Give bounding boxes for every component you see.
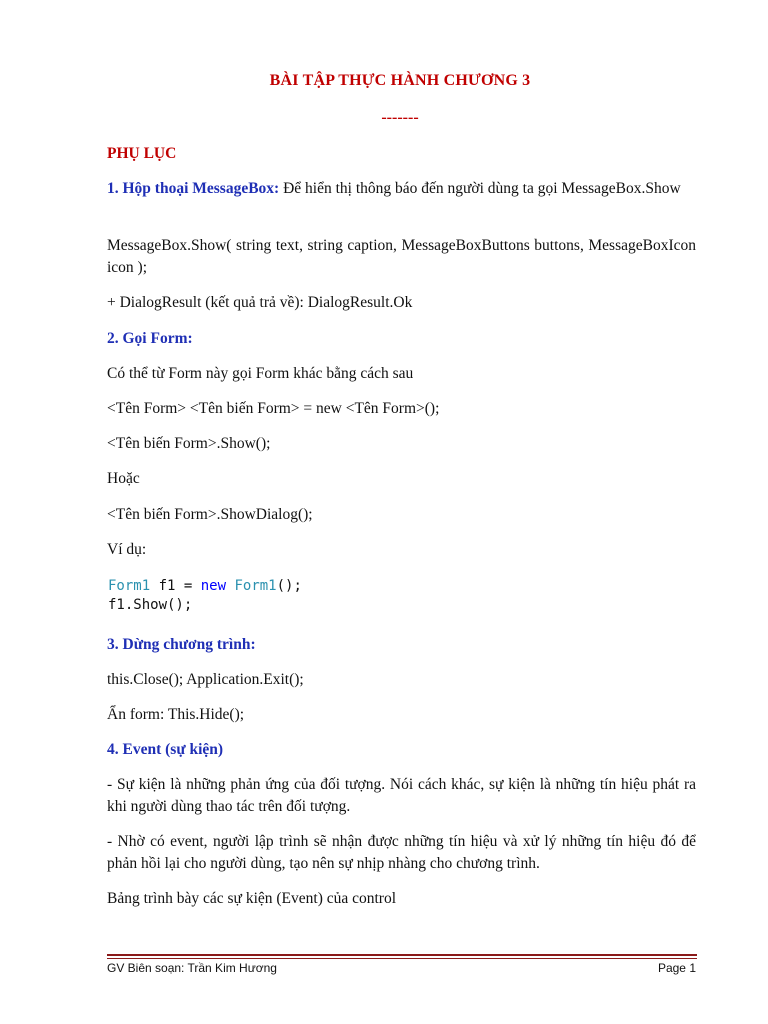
form-showdialog-line: <Tên biến Form>.ShowDialog(); [107,506,313,523]
document-title: BÀI TẬP THỰC HÀNH CHƯƠNG 3 [269,72,531,89]
code-line-1 [108,577,302,596]
code-type-form1: Form1 [108,578,151,594]
code-ctor-end: (); [276,578,302,594]
code-keyword-new: new [200,578,227,594]
section-2-intro: Có thể từ Form này gọi Form khác bằng cách sau [107,365,414,382]
close-exit-line: this.Close(); Application.Exit(); [107,671,304,688]
section-1-text: Để hiển thị thông báo đến người dùng ta gọi MessageBox.Show [279,180,681,197]
or-text: Hoặc [107,470,140,487]
form-declaration-line: <Tên Form> <Tên biến Form> = new <Tên Form>(); [107,400,440,417]
hide-form-line: Ẩn form: This.Hide(); [107,706,245,723]
section-4-heading: 4. Event (sự kiện) [107,741,224,758]
event-paragraph-2: - Nhờ có event, người lập trình sẽ nhận được những tín hiệu và xử lý những tín hiệu đó để phản hồi lại cho người dùng, tạo nên sự nhịp nhàng cho chương trình. [107,833,696,872]
section-1-heading: 1. Hộp thoại MessageBox: [107,180,280,197]
footer-page-number: Page 1 [657,961,696,975]
event-table-caption: Bảng trình bày các sự kiện (Event) của control [107,890,397,907]
section-1-paragraph [107,178,696,200]
title-separator: ------- [381,109,419,126]
section-2-heading: 2. Gọi Form: [107,330,193,347]
example-label: Ví dụ: [107,541,147,558]
code-line-2: f1.Show(); [108,597,193,613]
footer-author: GV Biên soạn: Trần Kim Hương [107,961,277,975]
form-show-line: <Tên biến Form>.Show(); [107,435,271,452]
messagebox-signature: MessageBox.Show( string text, string caption, MessageBoxButtons buttons, MessageBoxIcon icon ); [107,237,696,276]
code-type-form1-ctor: Form1 [234,578,277,594]
appendix-heading: PHỤ LỤC [107,145,177,162]
code-var-f1: f1 = [150,578,201,594]
footer-rule-thin [107,958,697,959]
section-3-heading: 3. Dừng chương trình: [107,636,256,653]
footer-rule-thick [107,954,697,956]
dialog-result-line: + DialogResult (kết quả trả về): DialogResult.Ok [107,294,413,311]
event-paragraph-1: - Sự kiện là những phản ứng của đối tượng. Nói cách khác, sự kiện là những tín hiệu phát ra khi người dùng thao tác trên đối tượng. [107,776,696,815]
